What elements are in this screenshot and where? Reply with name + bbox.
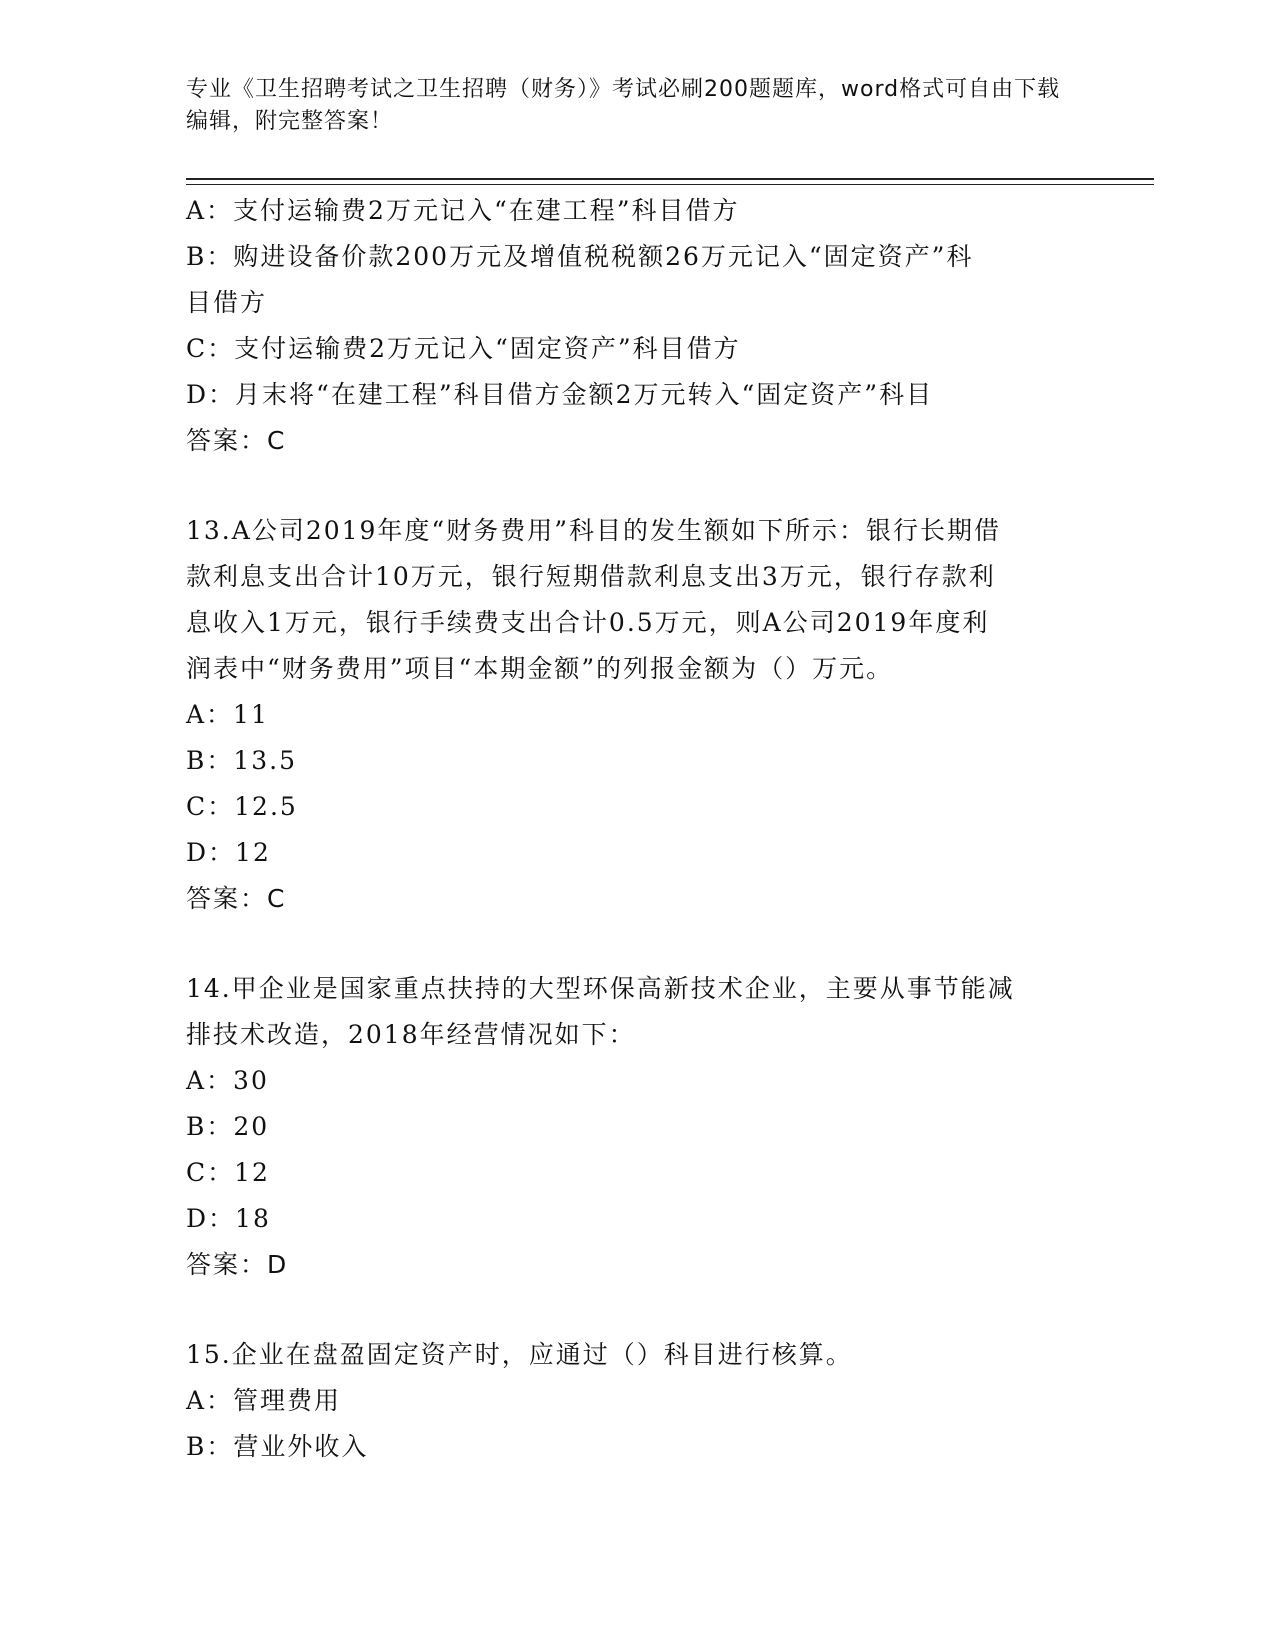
answer: 答案：D: [186, 1250, 289, 1279]
question-14: [186, 966, 1076, 1288]
document-header: 专业《卫生招聘考试之卫生招聘（财务）》考试必刷200题题库，word格式可自由下载编辑，附完整答案！: [186, 77, 1061, 134]
header-rule-thin: [186, 184, 1154, 185]
option-c: C：支付运输费2万元记入“固定资产”科目借方: [186, 334, 741, 363]
question-content: [186, 188, 1076, 1470]
question-13: [186, 508, 1076, 922]
option-b: B：购进设备价款200万元及增值税税额26万元记入“固定资产”科: [186, 242, 974, 271]
option-c: C：12: [186, 1158, 270, 1187]
spacer: [186, 464, 1076, 508]
question-stem: 15.企业在盘盈固定资产时，应通过（）科目进行核算。: [186, 1340, 853, 1369]
option-a: A：30: [186, 1066, 269, 1095]
answer: 答案：C: [186, 884, 287, 913]
question-stem: 14.甲企业是国家重点扶持的大型环保高新技术企业，主要从事节能减: [186, 974, 1015, 1003]
header-rule-thick: [186, 178, 1154, 180]
option-a: A：管理费用: [186, 1386, 342, 1415]
question-stem: 润表中“财务费用”项目“本期金额”的列报金额为（）万元。: [186, 654, 894, 683]
option-b: B：13.5: [186, 746, 298, 775]
option-a: A：11: [186, 700, 269, 729]
option-c: C：12.5: [186, 792, 298, 821]
question-stem: 13.A公司2019年度“财务费用”科目的发生额如下所示：银行长期借: [186, 516, 1001, 545]
option-d: D：12: [186, 838, 271, 867]
question-stem: 息收入1万元，银行手续费支出合计0.5万元，则A公司2019年度利: [186, 608, 990, 637]
option-b: B：营业外收入: [186, 1432, 369, 1461]
question-stem: 款利息支出合计10万元，银行短期借款利息支出3万元，银行存款利: [186, 562, 996, 591]
question-stem: 排技术改造，2018年经营情况如下：: [186, 1020, 636, 1049]
option-a: A：支付运输费2万元记入“在建工程”科目借方: [186, 196, 740, 225]
option-d: D：月末将“在建工程”科目借方金额2万元转入“固定资产”科目: [186, 380, 934, 409]
spacer: [186, 922, 1076, 966]
spacer: [186, 1288, 1076, 1332]
question-12-tail: [186, 188, 1076, 464]
question-15: [186, 1332, 1076, 1470]
option-b: B：20: [186, 1112, 270, 1141]
option-d: D：18: [186, 1204, 271, 1233]
answer: 答案：C: [186, 426, 287, 455]
option-b-continued: 目借方: [186, 288, 268, 317]
